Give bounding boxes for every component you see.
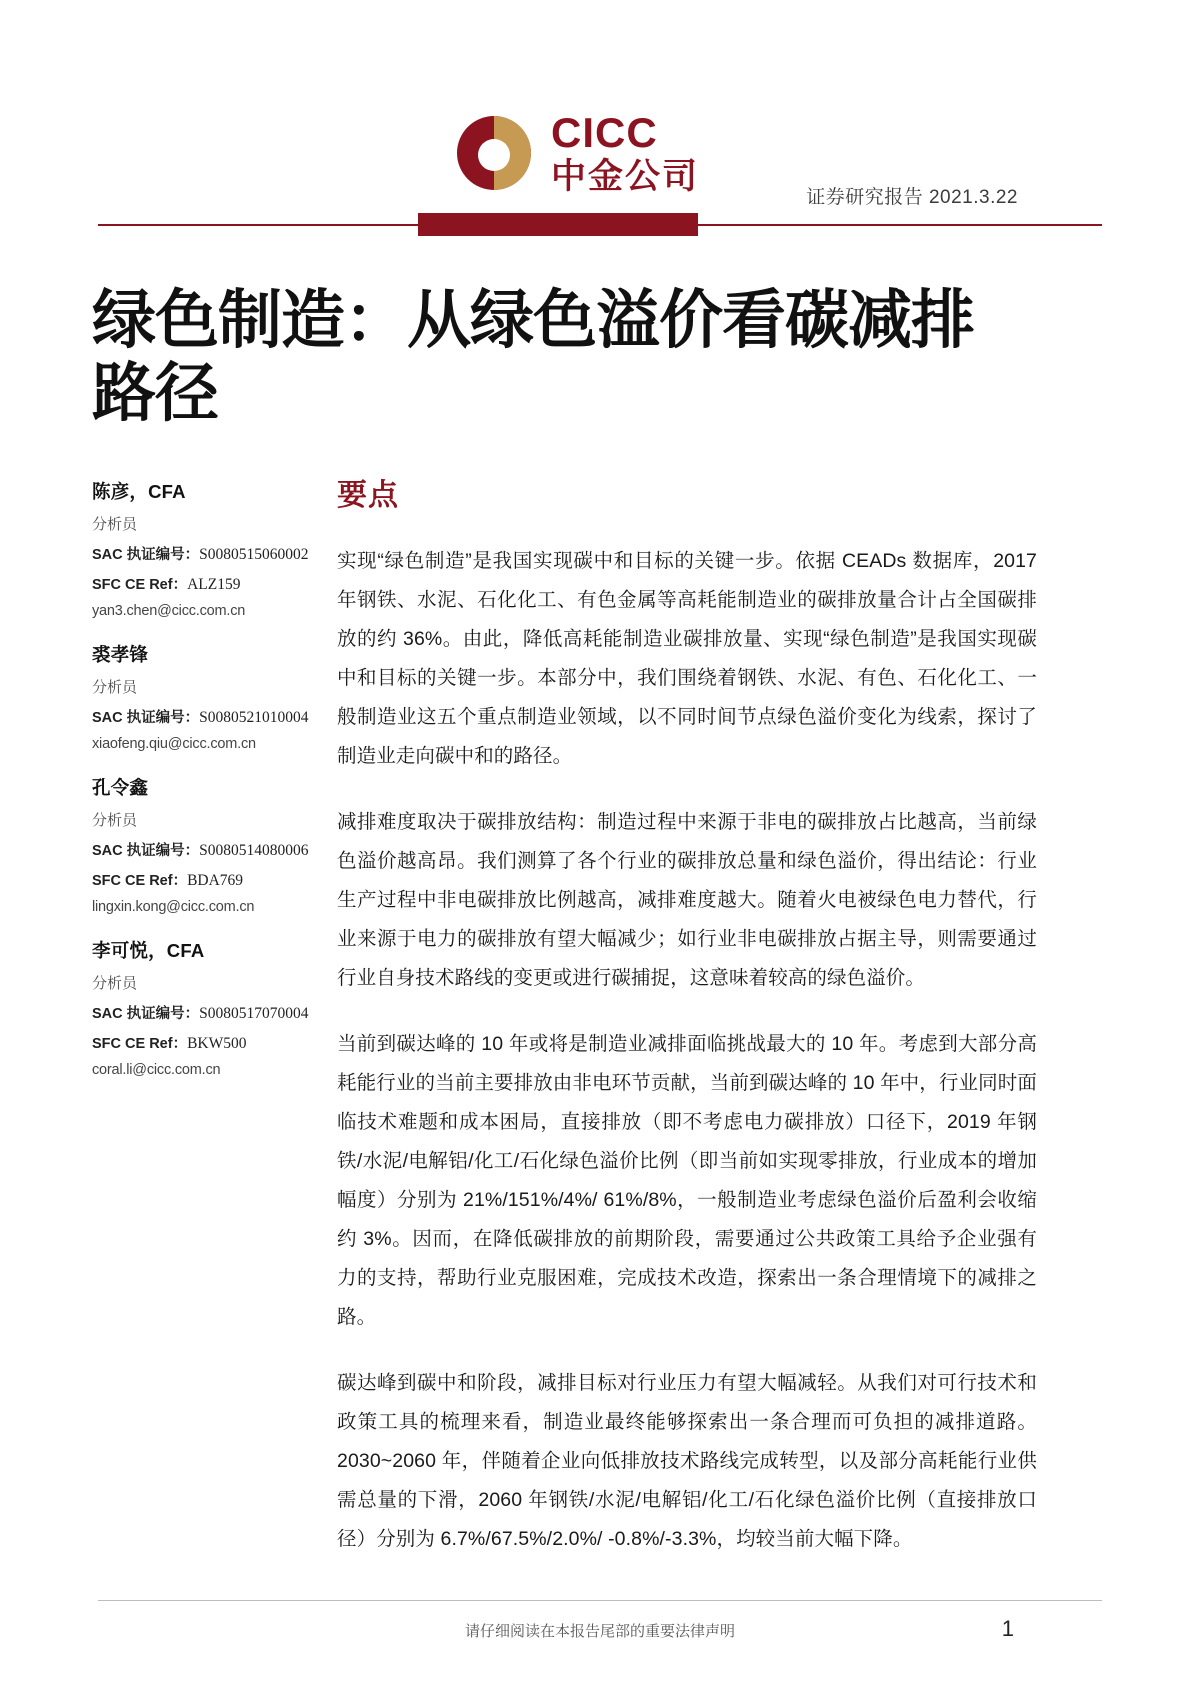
author-sac-label: SAC 执证编号： — [92, 843, 200, 859]
author-entry — [92, 478, 328, 619]
author-sfc-value: ALZ159 — [187, 576, 241, 593]
header-rule — [98, 213, 1102, 239]
author-name: 陈彦，CFA — [92, 481, 186, 502]
author-email[interactable]: xiaofeng.qiu@cicc.com.cn — [92, 736, 256, 752]
logo-latin-name: CICC — [551, 109, 658, 156]
footer-disclaimer: 请仔细阅读在本报告尾部的重要法律声明 — [464, 1623, 735, 1640]
summary-paragraph: 当前到碳达峰的 10 年或将是制造业减排面临挑战最大的 10 年。考虑到大部分高耗能行业的当前主要排放由非电环节贡献，当前到碳达峰的 10 年中，行业同时面临技术难题和成本困局，直接排放（即不考虑电力碳排放）口径下，2019 年钢铁/水泥/电解铝/化工/石化绿色溢价比例（即当前如实现零排放，行业成本的增加幅度）分别为 21%/151%/4%/ 61%/8%，一般制造业考虑绿色溢价后盈利会收缩约 3%。因而，在降低碳排放的前期阶段，需要通过公共政策工具给予企业强有力的支持，帮助行业克服困难，完成技术改造，探索出一条合理情境下的减排之路。 — [337, 1033, 1037, 1328]
author-sfc-label: SFC CE Ref： — [92, 577, 188, 593]
author-sac-value: S0080515060002 — [199, 546, 309, 563]
author-sfc-line — [92, 573, 328, 594]
author-sac-line — [92, 839, 328, 860]
author-sac-label: SAC 执证编号： — [92, 547, 200, 563]
author-role: 分析员 — [92, 812, 138, 829]
summary-heading: 要点 — [337, 479, 399, 512]
footer-divider — [98, 1600, 1102, 1601]
author-sac-line — [92, 543, 328, 564]
author-sfc-label: SFC CE Ref： — [92, 873, 188, 889]
author-entry — [92, 774, 328, 915]
author-entry — [92, 937, 328, 1078]
author-role: 分析员 — [92, 679, 138, 696]
author-email[interactable]: yan3.chen@cicc.com.cn — [92, 603, 246, 619]
author-list — [92, 478, 328, 1100]
author-role: 分析员 — [92, 516, 138, 533]
summary-paragraph: 碳达峰到碳中和阶段，减排目标对行业压力有望大幅减轻。从我们对可行技术和政策工具的梳理来看，制造业最终能够探索出一条合理而可负担的减排道路。2030~2060 年，伴随着企业向低排放技术路线完成转型，以及部分高耗能行业供需总量的下滑，2060 年钢铁/水泥/电解铝/化工/石化绿色溢价比例（直接排放口径）分别为 6.7%/67.5%/2.0%/ -0.8%/-3.3%，均较当前大幅下降。 — [337, 1372, 1037, 1550]
cicc-logo-mark — [455, 114, 533, 192]
author-entry — [92, 641, 328, 752]
page-number: 1 — [1001, 1616, 1014, 1641]
author-sfc-label: SFC CE Ref： — [92, 1036, 188, 1052]
author-sac-value: S0080514080006 — [199, 842, 309, 859]
page-title: 绿色制造：从绿色溢价看碳减排路径 — [92, 284, 974, 429]
author-sac-value: S0080521010004 — [199, 709, 309, 726]
cicc-logo-text — [551, 109, 700, 196]
author-name: 李可悦，CFA — [92, 940, 205, 961]
author-sac-label: SAC 执证编号： — [92, 710, 200, 726]
report-meta: 证券研究报告 2021.3.22 — [806, 187, 1018, 208]
header-rule-thick — [418, 213, 698, 236]
author-sfc-line — [92, 1032, 328, 1053]
author-sfc-value: BKW500 — [187, 1035, 247, 1052]
author-email[interactable]: coral.li@cicc.com.cn — [92, 1062, 221, 1078]
author-sac-line — [92, 706, 328, 727]
page-header — [0, 0, 1200, 250]
author-name: 孔令鑫 — [92, 777, 149, 798]
page-footer — [0, 1578, 1200, 1698]
author-role: 分析员 — [92, 975, 138, 992]
author-name: 裘孝锋 — [92, 644, 149, 665]
logo-chinese-name: 中金公司 — [551, 157, 700, 196]
author-sac-line — [92, 1002, 328, 1023]
summary-paragraph: 减排难度取决于碳排放结构：制造过程中来源于非电的碳排放占比越高，当前绿色溢价越高昂。我们测算了各个行业的碳排放总量和绿色溢价，得出结论：行业生产过程中非电碳排放比例越高，减排难度越大。随着火电被绿色电力替代，行业来源于电力的碳排放有望大幅减少；如行业非电碳排放占据主导，则需要通过行业自身技术路线的变更或进行碳捕捉，这意味着较高的绿色溢价。 — [337, 811, 1037, 989]
summary-section — [337, 470, 1037, 1586]
author-sfc-line — [92, 869, 328, 890]
author-email[interactable]: lingxin.kong@cicc.com.cn — [92, 899, 255, 915]
author-sac-value: S0080517070004 — [199, 1005, 309, 1022]
cicc-logo — [455, 109, 700, 196]
summary-paragraph: 实现“绿色制造”是我国实现碳中和目标的关键一步。依据 CEADs 数据库，2017 年钢铁、水泥、石化化工、有色金属等高耗能制造业的碳排放量合计占全国碳排放的约 36%。由此，降低高耗能制造业碳排放量、实现“绿色制造”是我国实现碳中和目标的关键一步。本部分中，我们围绕着钢铁、水泥、有色、石化化工、一般制造业这五个重点制造业领域，以不同时间节点绿色溢价变化为线索，探讨了制造业走向碳中和的路径。 — [337, 550, 1037, 767]
author-sac-label: SAC 执证编号： — [92, 1006, 200, 1022]
author-sfc-value: BDA769 — [187, 872, 244, 889]
